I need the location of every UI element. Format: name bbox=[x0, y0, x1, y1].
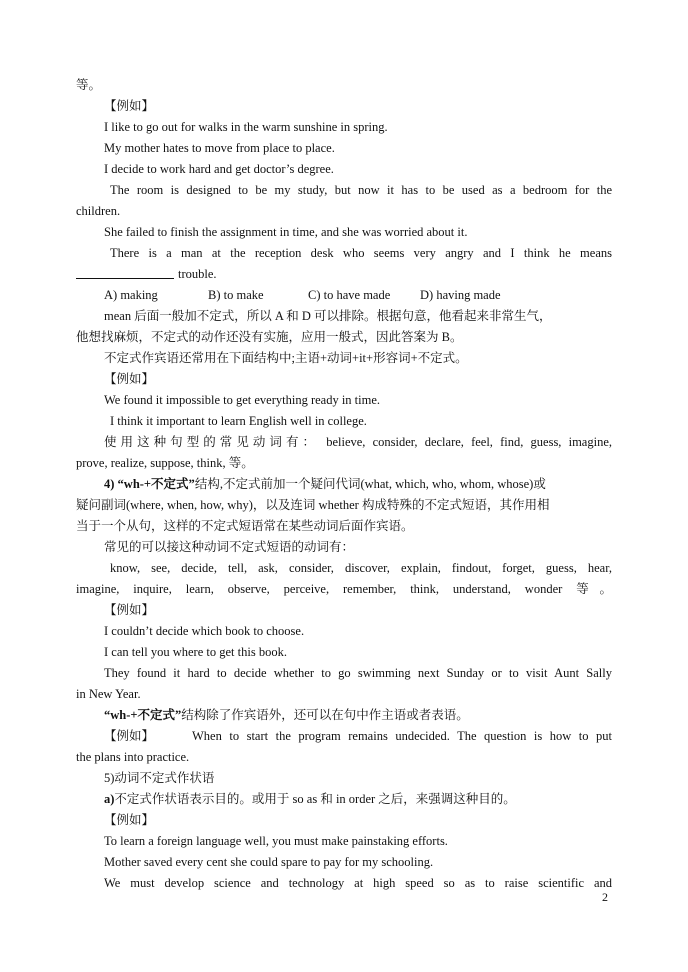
example-line bbox=[104, 727, 612, 746]
example-sentence: The room is designed to be my study, but now it has to be used as a bedroom for the bbox=[110, 183, 612, 197]
example-sentence: My mother hates to move from place to place. bbox=[104, 141, 335, 155]
example-sentence: I decide to work hard and get doctor’s degree. bbox=[104, 162, 334, 176]
rule-line: 不定式作宾语还常用在下面结构中;主语+动词+it+形容词+不定式。 bbox=[104, 351, 468, 365]
example-sentence-cont: children. bbox=[76, 204, 121, 218]
rule-text: 结构除了作宾语外，还可以在句中作主语或者表语。 bbox=[181, 708, 469, 722]
explanation-line: mean 后面一般加不定式，所以 A 和 D 可以排除。根据句意，他看起来非常生气， bbox=[104, 309, 552, 323]
question-stem-cont bbox=[76, 265, 612, 284]
text-line: 当于一个从句，这样的不定式短语常在某些动词后面作宾语。 bbox=[76, 519, 414, 533]
option-b: B) to make bbox=[208, 288, 264, 302]
example-sentence: I like to go out for walks in the warm sunshine in spring. bbox=[104, 120, 388, 134]
example-label: 【例如】 bbox=[104, 372, 155, 386]
example-sentence: I can tell you where to get this book. bbox=[104, 645, 287, 659]
example-sentence-cont: the plans into practice. bbox=[76, 750, 190, 764]
text-line: 疑问副词(where, when, how, why)，以及连词 whether 构成特殊的不定式短语，其作用相 bbox=[76, 498, 550, 512]
subsection-marker: a) bbox=[104, 792, 115, 806]
subsection-text: 不定式作状语表示目的。或用于 so as 和 in order 之后，来强调这种目的。 bbox=[114, 792, 516, 806]
option-c: C) to have made bbox=[308, 288, 391, 302]
option-a: A) making bbox=[104, 288, 158, 302]
example-sentence: I think it important to learn English well in college. bbox=[110, 414, 367, 428]
section-heading-bold: 4) “wh-+不定式” bbox=[104, 477, 195, 491]
verb-list-line: imagine, inquire, learn, observe, perceive, remember, think, understand, wonder 等。 bbox=[76, 582, 612, 596]
example-label: 【例如】 bbox=[104, 813, 155, 827]
option-d: D) having made bbox=[420, 288, 501, 302]
answer-blank bbox=[76, 266, 174, 279]
example-sentence: They found it hard to decide whether to go swimming next Sunday or to visit Aunt Sally bbox=[104, 666, 612, 680]
example-label: 【例如】 bbox=[104, 99, 155, 113]
page-number: 2 bbox=[602, 890, 608, 904]
answer-options bbox=[104, 286, 612, 305]
verb-list-line: 使用这种句型的常见动词有： believe, consider, declare, feel, find, guess, imagine, bbox=[104, 435, 612, 449]
example-sentence: Mother saved every cent she could spare to pay for my schooling. bbox=[104, 855, 434, 869]
question-stem-end: trouble. bbox=[178, 267, 217, 281]
section-heading bbox=[104, 475, 612, 494]
text-line: 常见的可以接这种动词不定式短语的动词有： bbox=[104, 540, 355, 554]
example-sentence: When to start the program remains undecided. The question is how to put bbox=[192, 729, 612, 743]
rule-bold: “wh-+不定式” bbox=[104, 708, 182, 722]
explanation-line: 他想找麻烦，不定式的动作还没有实施，应用一般式，因此答案为 B。 bbox=[76, 330, 463, 344]
section-heading-text: 结构,不定式前加一个疑问代词(what, which, who, whom, whose)或 bbox=[194, 477, 546, 491]
question-stem: There is a man at the reception desk who seems very angry and I think he means bbox=[110, 246, 612, 260]
verb-list-line: prove, realize, suppose, think, 等。 bbox=[76, 456, 254, 470]
verb-list-line: know, see, decide, tell, ask, consider, discover, explain, findout, forget, guess, hear, bbox=[110, 561, 612, 575]
example-label: 【例如】 bbox=[104, 729, 155, 743]
section-heading: 5)动词不定式作状语 bbox=[104, 771, 215, 785]
example-sentence: We must develop science and technology at high speed so as to raise scientific and bbox=[104, 876, 612, 890]
subsection-line bbox=[104, 790, 612, 809]
example-sentence-cont: in New Year. bbox=[76, 687, 141, 701]
example-sentence: She failed to finish the assignment in time, and she was worried about it. bbox=[104, 225, 468, 239]
example-label: 【例如】 bbox=[104, 603, 155, 617]
example-sentence: I couldn’t decide which book to choose. bbox=[104, 624, 305, 638]
example-sentence: To learn a foreign language well, you must make painstaking efforts. bbox=[104, 834, 448, 848]
rule-line bbox=[104, 706, 612, 725]
text-line: 等。 bbox=[76, 78, 102, 92]
example-sentence: We found it impossible to get everything ready in time. bbox=[104, 393, 381, 407]
